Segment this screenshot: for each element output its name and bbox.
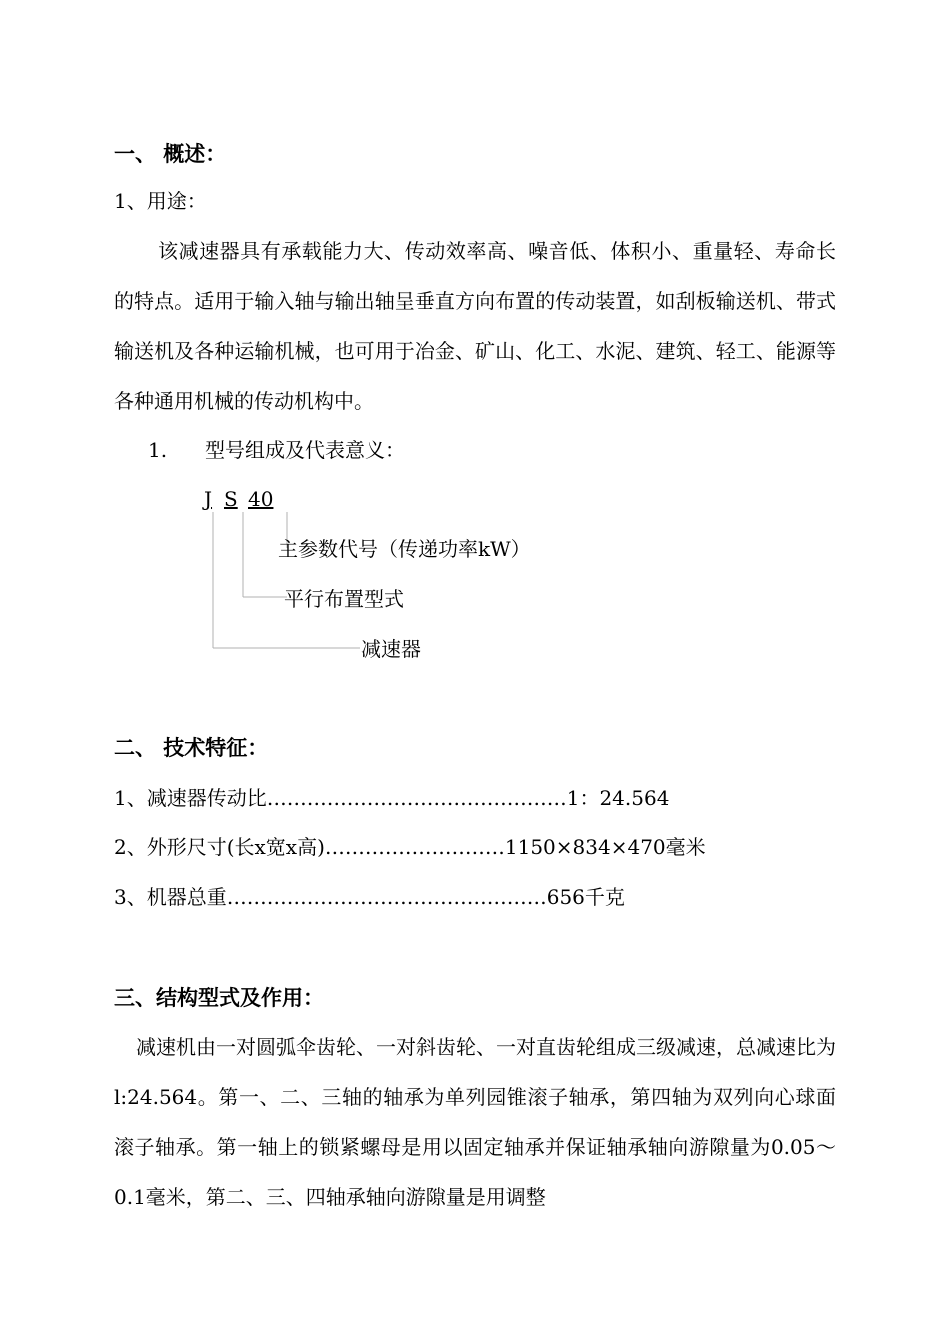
- model-part-parallel: 平行布置型式: [284, 587, 404, 611]
- spec-item: 3、机器总重…………………………………………656千克: [114, 885, 625, 909]
- model-code-number: 40: [248, 487, 274, 511]
- model-list-number: 1.: [148, 438, 168, 462]
- spec-item: 1、减速器传动比………………………………………1：24.564: [114, 786, 670, 810]
- usage-paragraph: 该减速器具有承载能力大、传动效率高、噪音低、体积小、重量轻、寿命长的特点。适用于输入轴与输出轴呈垂直方向布置的传动装置，如刮板输送机、带式输送机及各种运输机械，也可用于冶金、矿山、化工、水泥、建筑、轻工、能源等各种通用机械的传动机构中。: [114, 239, 836, 413]
- model-part-reducer: 减速器: [361, 637, 421, 661]
- model-label: 型号组成及代表意义：: [205, 438, 405, 462]
- section1-title: 一、 概述：: [114, 142, 227, 166]
- model-code-letter-j: J: [204, 487, 213, 511]
- section2-title: 二、 技术特征：: [114, 736, 269, 760]
- model-code-letter-s: S: [224, 487, 238, 511]
- spec-item: 2、外形尺寸(长x宽x高)………………………1150×834×470毫米: [114, 835, 706, 859]
- section3-title: 三、结构型式及作用：: [114, 986, 324, 1010]
- structure-paragraph: 减速机由一对圆弧伞齿轮、一对斜齿轮、一对直齿轮组成三级减速，总减速比为l:24.564。第一、二、三轴的轴承为单列园锥滚子轴承，第四轴为双列向心球面滚子轴承。第一轴上的锁紧螺母是用以固定轴承并保证轴承轴向游隙量为0.05～0.1毫米，第二、三、四轴承轴向游隙量是用调整: [114, 1035, 836, 1209]
- usage-label: 1、用途：: [114, 189, 207, 213]
- model-part-main-param: 主参数代号（传递功率kW）: [278, 537, 531, 561]
